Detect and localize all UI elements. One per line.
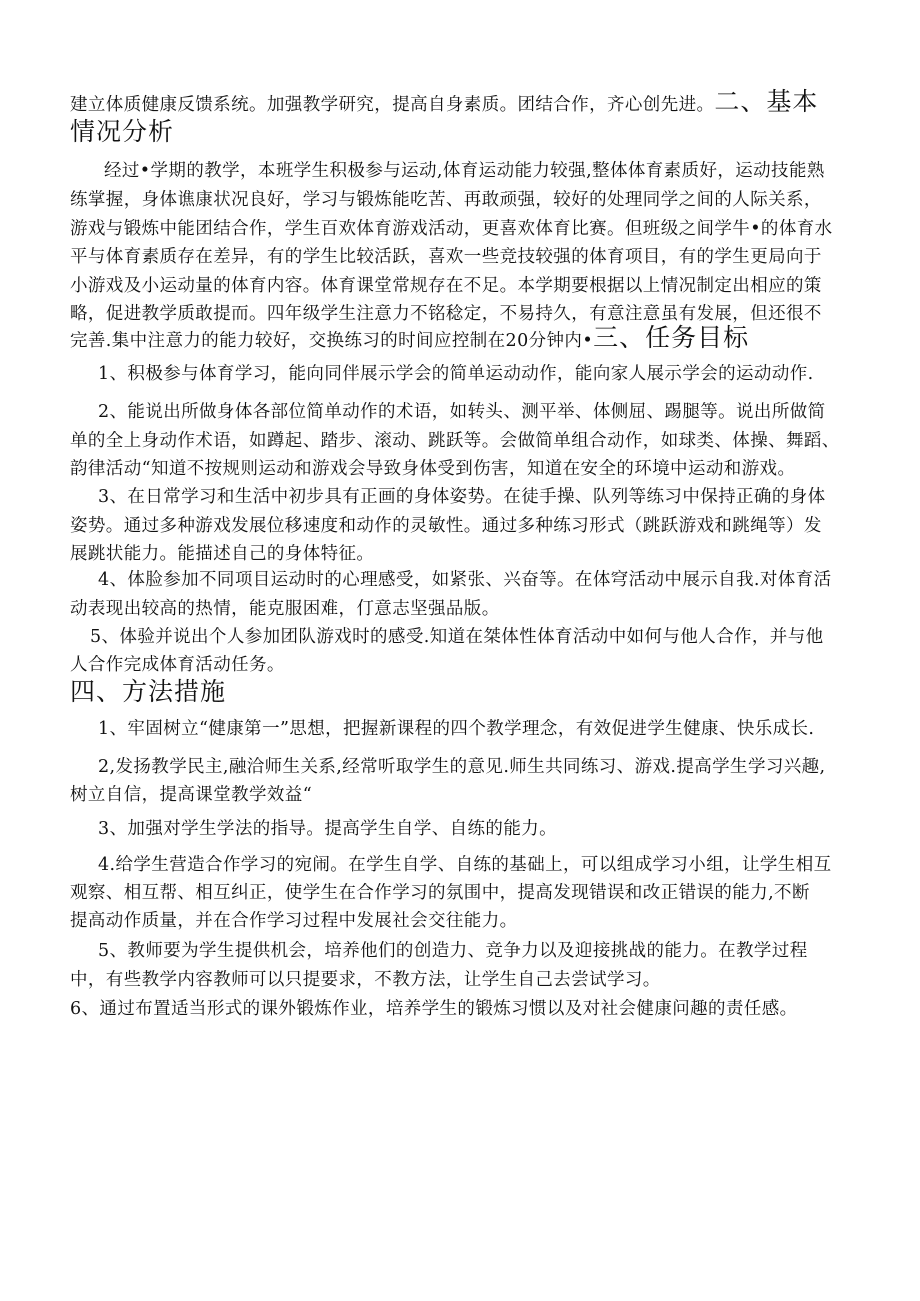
list-item: 4、体脸参加不同项目运动时的心理感受，如紧张、兴奋等。在体穹活动中展示自我.对体育活 xyxy=(98,570,832,590)
paragraph-line: 韵律活动“知道不按规则运动和游戏会导致身体受到伤害，知道在安全的环境中运动和游戏。 xyxy=(70,459,796,479)
list-item: 4.给学生营造合作学习的宛闹。在学生自学、自练的基础上，可以组成学习小组，让学生相互 xyxy=(98,855,832,875)
list-item: 5、教师要为学生提供机会，培养他们的创造力、竞争力以及迎接挑战的能力。在教学过程 xyxy=(98,941,808,961)
paragraph-line: 平与体育素质存在差异，有的学生比较活跃，喜欢一些竞技较强的体育项目，有的学生更局向于 xyxy=(70,247,822,267)
list-item: 2,发扬教学民主,融洽师生关系,经常听取学生的意见.师生共同练习、游戏.提高学生学习兴趣, xyxy=(98,757,826,777)
paragraph-line: 观察、相互帮、相互纠正，使学生在合作学习的氛围中，提高发现错误和改正错误的能力,不断 xyxy=(70,883,810,903)
paragraph-line: 略，促进教学质敢提而。四年级学生注意力不铭稔定，不易持久，有意注意虽有发展，但还很不 xyxy=(70,304,822,324)
list-item: 3、加强对学生学法的指导。提高学生自学、自练的能力。 xyxy=(98,819,558,839)
paragraph-line: 人合作完成体育活动任务。 xyxy=(70,655,285,675)
paragraph-line: 练掌握，身体谯康状况良好，学习与锻炼能吃苦、再敢顽强，较好的处理同学之间的人际关系， xyxy=(70,190,822,210)
section-heading-2: 二、基本 xyxy=(714,88,819,116)
paragraph-line xyxy=(70,88,860,119)
list-item: 3、在日常学习和生活中初步具有正画的身体姿势。在徒手操、队列等练习中保持正确的身体 xyxy=(98,487,826,507)
list-item: 2、能说出所做身体各部位简单动作的术语，如转头、测平举、体侧屈、踢腿等。说出所做简 xyxy=(98,402,826,422)
paragraph-line: 姿势。通过多种游戏发展位移速度和动作的灵敏性。通过多种练习形式（跳跃游戏和跳绳等）发 xyxy=(70,516,822,536)
section-heading-4: 四、方法措施 xyxy=(70,677,227,706)
list-item: 5、体验并说出个人参加团队游戏时的感受.知道在桀体性体育活动中如何与他人合作，并与他 xyxy=(90,627,824,647)
paragraph-line xyxy=(70,322,860,357)
section-heading-2-cont: 情况分析 xyxy=(70,117,175,146)
paragraph-line: 展跳状能力。能描述自己的身体特征。 xyxy=(70,544,375,564)
line-text: 完善.集中注意力的能力较好，交换练习的时间应控制在20分钟内• xyxy=(70,331,594,351)
section-heading-3: 三、任务目标 xyxy=(593,323,750,352)
paragraph-line: 单的全上身动作术语，如蹲起、踏步、滚动、跳跃等。会做简单组合动作，如球类、体操、舞蹈、 xyxy=(70,431,840,451)
paragraph-line: 树立自信，提高课堂教学效益“ xyxy=(70,785,313,805)
line-text: 建立体质健康反馈系统。加强教学研究，提高自身素质。团结合作，齐心创先进。 xyxy=(70,95,715,115)
paragraph-line: 动表现出较高的热情，能克服困难，仃意志坚强品版。 xyxy=(70,599,500,619)
paragraph-line: 提高动作质量，并在合作学习过程中发展社会交往能力。 xyxy=(70,911,518,931)
list-item: 1、积极参与体育学习，能向同伴展示学会的简单运动动作，能向家人展示学会的运动动作. xyxy=(98,364,814,384)
paragraph-line: 经过•学期的教学，本班学生积极参与运动,体育运动能力较强,整体体育素质好，运动技能熟 xyxy=(104,161,825,181)
paragraph-line: 中，有些教学内容教师可以只提要求，不教方法，让学生自己去尝试学习。 xyxy=(70,970,661,990)
paragraph-line: 游戏与锻炼中能团结合作，学生百欢体育游戏活动，更喜欢体育比赛。但班级之间学牛•的体育水 xyxy=(70,219,833,239)
list-item: 1、牢固树立“健康第一”思想，把握新课程的四个教学理念，有效促进学生健康、快乐成长. xyxy=(98,719,815,739)
paragraph-line: 小游戏及小运动量的体育内容。体育课堂常规存在不足。本学期要根据以上情况制定出相应的策 xyxy=(70,276,822,296)
list-item: 6、通过布置适当形式的课外锻炼作业，培养学生的锻炼习惯以及对社会健康问趣的责任感。 xyxy=(70,999,798,1019)
